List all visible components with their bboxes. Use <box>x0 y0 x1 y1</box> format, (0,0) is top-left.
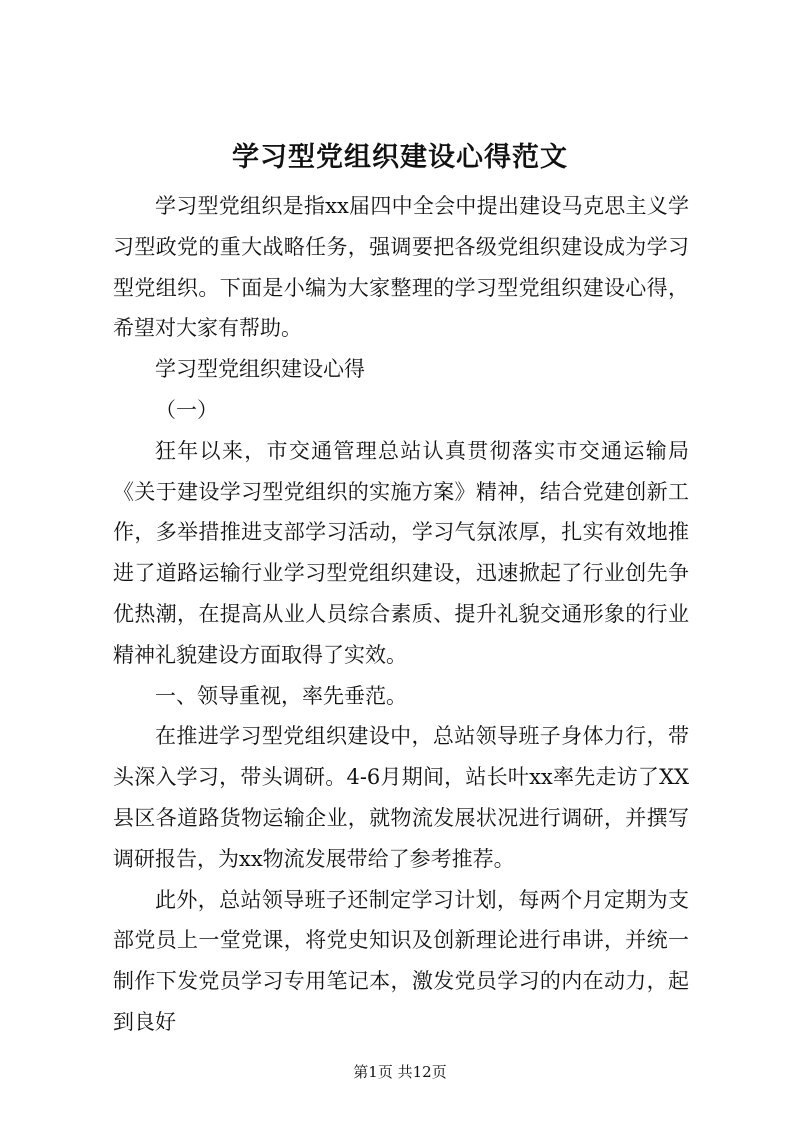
paragraph-leadership: 在推进学习型党组织建设中，总站领导班子身体力行，带头深入学习，带头调研。4-6月期间，站长叶xx率先走访了XX县区各道路货物运输企业，就物流发展状况进行调研，并撰写调研报告，为xx物流发展带给了参考推荐。 <box>113 724 689 871</box>
subsection-heading: 一、领导重视，率先垂范。 <box>155 683 407 708</box>
paragraph-study-plan: 此外，总站领导班子还制定学习计划，每两个月定期为支部党员上一堂党课，将党史知识及创新理论进行串讲，并统一制作下发党员学习专用笔记本，激发党员学习的内在动力，起到良好 <box>113 887 689 1034</box>
page-footer: 第1页 共12页 <box>353 1063 447 1081</box>
paragraph-overview: 狂年以来，市交通管理总站认真贯彻落实市交通运输局《关于建设学习型党组织的实施方案》精神，结合党建创新工作，多举措推进支部学习活动，学习气氛浓厚，扎实有效地推进了道路运输行业学习型党组织建设，迅速掀起了行业创先争优热潮，在提高从业人员综合素质、提升礼貌交通形象的行业精神礼貌建设方面取得了实效。 <box>113 438 689 667</box>
section-heading: 学习型党组织建设心得 <box>155 357 365 382</box>
paragraph-intro: 学习型党组织是指xx届四中全会中提出建设马克思主义学习型政党的重大战略任务，强调要把各级党组织建设成为学习型党组织。下面是小编为大家整理的学习型党组织建设心得，希望对大家有帮助。 <box>113 194 689 341</box>
section-number: （一） <box>155 397 218 422</box>
document-title: 学习型党组织建设心得范文 <box>232 142 568 173</box>
document-body <box>113 186 689 1043</box>
